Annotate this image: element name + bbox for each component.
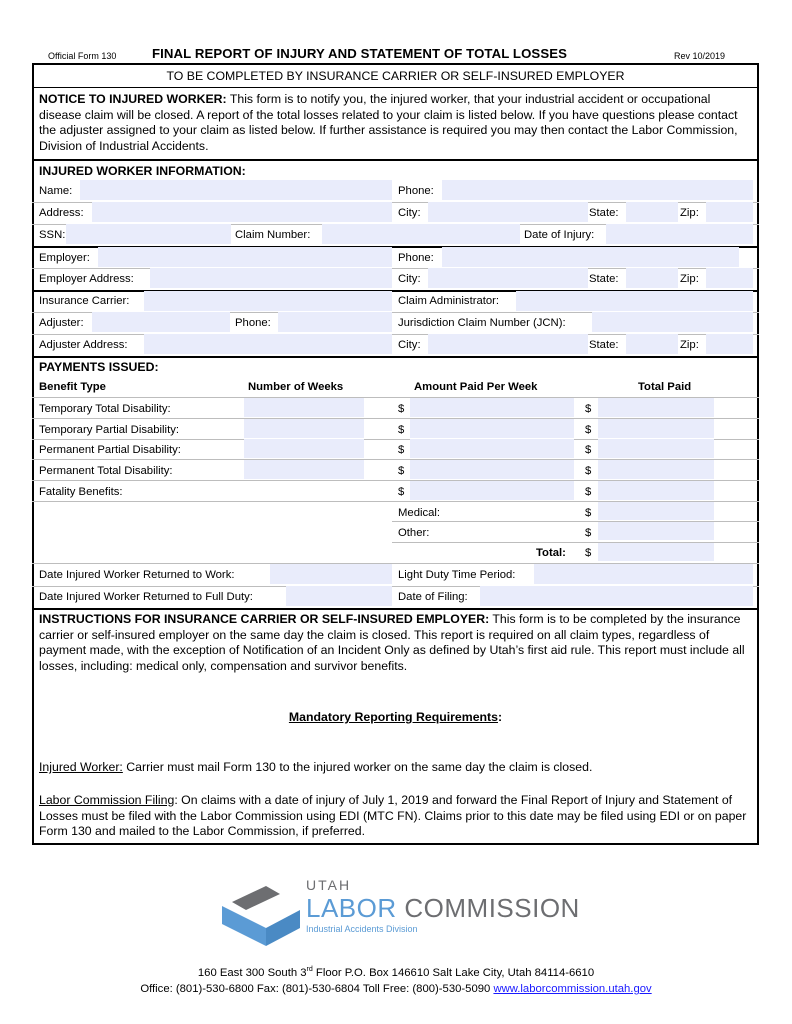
currency-symbol: $ [585, 444, 592, 456]
amount-per-week-field[interactable] [410, 460, 574, 479]
footer-address [0, 966, 792, 979]
employer-state-label: State: [589, 273, 619, 285]
logo-division: Industrial Accidents Division [306, 924, 418, 934]
notice-heading: NOTICE TO INJURED WORKER: [39, 92, 227, 106]
logo-word-labor: LABOR [306, 893, 397, 923]
footer-contact [0, 983, 792, 995]
worker-phone-label: Phone: [398, 185, 434, 197]
number-of-weeks-header: Number of Weeks [248, 381, 344, 393]
form-revision: Rev 10/2019 [674, 51, 726, 61]
other-label: Other: [398, 527, 430, 539]
currency-symbol: $ [398, 486, 405, 498]
adjuster-city-label: City: [398, 339, 421, 351]
labor-commission-logo [222, 878, 582, 948]
worker-state-label: State: [589, 207, 619, 219]
payments-heading: PAYMENTS ISSUED: [39, 360, 159, 374]
adjuster-label: Adjuster: [39, 317, 84, 329]
worker-city-field[interactable] [428, 202, 588, 222]
date-of-filing-label: Date of Filing: [398, 591, 468, 603]
form-title: FINAL REPORT OF INJURY AND STATEMENT OF TOTAL LOSSES [152, 46, 568, 61]
light-duty-field[interactable] [534, 564, 753, 584]
total-paid-field[interactable] [598, 398, 714, 417]
insurance-carrier-field[interactable] [144, 291, 392, 311]
currency-symbol: $ [585, 527, 592, 539]
form-number: Official Form 130 [48, 51, 117, 61]
footer-address-pre: 160 East 300 South 3 [197, 966, 307, 979]
worker-address-label: Address: [39, 207, 84, 219]
currency-symbol: $ [585, 547, 592, 559]
worker-address-field[interactable] [92, 202, 392, 222]
adjuster-state-label: State: [589, 339, 619, 351]
adjuster-zip-field[interactable] [706, 334, 753, 354]
instructions-paragraph [39, 612, 749, 674]
worker-name-label: Name: [39, 185, 73, 197]
injured-worker-requirement-label: Injured Worker: [39, 760, 123, 774]
employer-phone-field[interactable] [442, 247, 739, 267]
insurance-carrier-label: Insurance Carrier: [39, 295, 130, 307]
currency-symbol: $ [585, 465, 592, 477]
currency-symbol: $ [585, 507, 592, 519]
adjuster-state-field[interactable] [626, 334, 678, 354]
logo-emblem-icon [222, 884, 302, 948]
worker-city-label: City: [398, 207, 421, 219]
adjuster-address-field[interactable] [144, 334, 392, 354]
currency-symbol: $ [398, 424, 405, 436]
benefit-type-label: Permanent Total Disability: [39, 465, 173, 477]
form-subtitle: TO BE COMPLETED BY INSURANCE CARRIER OR SELF-INSURED EMPLOYER [166, 69, 625, 83]
worker-name-field[interactable] [80, 180, 392, 200]
total-paid-header: Total Paid [638, 381, 692, 393]
weeks-field[interactable] [244, 460, 364, 479]
adjuster-city-field[interactable] [428, 334, 588, 354]
mandatory-heading-colon: : [497, 710, 503, 724]
grand-total-field[interactable] [598, 543, 714, 561]
adjuster-address-label: Adjuster Address: [39, 339, 128, 351]
ssn-field[interactable] [66, 224, 231, 244]
date-of-injury-label: Date of Injury: [524, 229, 595, 241]
amount-per-week-field[interactable] [410, 419, 574, 438]
amount-per-week-field[interactable] [410, 439, 574, 458]
total-paid-field[interactable] [598, 419, 714, 438]
medical-total-field[interactable] [598, 502, 714, 520]
adjuster-field[interactable] [92, 312, 230, 332]
employer-city-field[interactable] [428, 268, 588, 288]
labor-commission-filing-text: : On claims with a date of injury of July 1, 2019 and forward the Final Report of Injury and Statement of Losses must be filed with the Labor Commission using EDI (MTC FN). Claims prior to this date may be filed using EDI or on paper Form 130 and mailed to the Labor Commission, if preferred. [39, 793, 747, 839]
employer-label: Employer: [39, 252, 90, 264]
weeks-field[interactable] [244, 439, 364, 458]
divider [32, 356, 759, 358]
ssn-label: SSN: [39, 229, 66, 241]
benefit-type-label: Permanent Partial Disability: [39, 444, 181, 456]
notice-body: This form is to notify you, the injured worker, that your industrial accident or occupational disease claim will be closed. A report of the total losses related to your claim is listed below. If you have questions please contact the adjuster assigned to your claim as listed below. If further assistance is required you may then contact the Labor Commission, Division of Industrial Accidents. [39, 92, 738, 153]
labor-commission-filing [39, 793, 749, 840]
claim-number-field[interactable] [322, 224, 520, 244]
benefit-type-label: Temporary Total Disability: [39, 403, 171, 415]
total-paid-field[interactable] [598, 481, 714, 500]
medical-label: Medical: [398, 507, 441, 519]
footer-address-post: Floor P.O. Box 146610 Salt Lake City, Utah 84114-6610 [312, 966, 595, 979]
website-link[interactable]: www.laborcommission.utah.gov [493, 983, 652, 995]
jcn-label: Jurisdiction Claim Number (JCN): [398, 317, 566, 329]
benefit-type-header: Benefit Type [39, 381, 106, 393]
footer-contact-text: Office: (801)-530-6800 Fax: (801)-530-6804 Toll Free: (800)-530-5090 [140, 983, 494, 995]
currency-symbol: $ [398, 465, 405, 477]
instructions-heading: INSTRUCTIONS FOR INSURANCE CARRIER OR SELF-INSURED EMPLOYER: [39, 612, 490, 626]
total-paid-field[interactable] [598, 460, 714, 479]
other-total-field[interactable] [598, 522, 714, 540]
employer-city-label: City: [398, 273, 421, 285]
returned-full-duty-field[interactable] [286, 586, 392, 606]
worker-zip-label: Zip: [680, 207, 699, 219]
amount-per-week-field[interactable] [410, 481, 574, 500]
returned-to-work-field[interactable] [270, 564, 392, 584]
employer-address-field[interactable] [150, 268, 392, 288]
labor-commission-filing-label: Labor Commission Filing [39, 793, 175, 807]
benefit-type-label: Fatality Benefits: [39, 486, 123, 498]
jcn-field[interactable] [592, 312, 753, 332]
currency-symbol: $ [585, 424, 592, 436]
logo-wordmark [306, 895, 580, 921]
adjuster-phone-field[interactable] [278, 312, 392, 332]
footer-address-sup: rd [306, 966, 313, 973]
amount-per-week-field[interactable] [410, 398, 574, 417]
total-paid-field[interactable] [598, 439, 714, 458]
claim-administrator-field[interactable] [516, 291, 753, 311]
employer-field[interactable] [98, 247, 392, 267]
returned-full-duty-label: Date Injured Worker Returned to Full Duty: [39, 591, 253, 603]
divider [32, 87, 759, 88]
employer-state-field[interactable] [626, 268, 678, 288]
currency-symbol: $ [585, 403, 592, 415]
weeks-field[interactable] [244, 419, 364, 438]
employer-zip-field[interactable] [706, 268, 753, 288]
returned-to-work-label: Date Injured Worker Returned to Work: [39, 569, 235, 581]
injured-worker-requirement-text: Carrier must mail Form 130 to the injured worker on the same day the claim is closed. [122, 760, 593, 774]
logo-state: UTAH [306, 877, 352, 893]
benefit-type-label: Temporary Partial Disability: [39, 424, 179, 436]
injured-worker-requirement [39, 760, 749, 776]
light-duty-label: Light Duty Time Period: [398, 569, 516, 581]
mandatory-heading [32, 711, 759, 723]
total-label: Total: [536, 547, 566, 559]
worker-info-heading: INJURED WORKER INFORMATION: [39, 164, 246, 178]
instructions-body: This form is to be completed by the insurance carrier or self-insured employer on the same day the claim is closed. This report is required on all claim types, regardless of payment made, with the exception of Notification of an Incident Only as defined by Utah’s first aid rule. This report must include all losses, including: medical only, compensation and survivor benefits. [39, 612, 745, 673]
worker-zip-field[interactable] [706, 202, 753, 222]
logo-word-commission: COMMISSION [404, 893, 580, 923]
employer-phone-label: Phone: [398, 252, 434, 264]
claim-number-label: Claim Number: [235, 229, 311, 241]
employer-zip-label: Zip: [680, 273, 699, 285]
weeks-field[interactable] [244, 398, 364, 417]
date-of-injury-field[interactable] [606, 224, 753, 244]
worker-phone-field[interactable] [442, 180, 753, 200]
adjuster-phone-label: Phone: [235, 317, 271, 329]
divider [32, 608, 759, 610]
currency-symbol: $ [398, 444, 405, 456]
notice-paragraph [39, 92, 749, 154]
currency-symbol: $ [398, 403, 405, 415]
worker-state-field[interactable] [626, 202, 678, 222]
currency-symbol: $ [585, 486, 592, 498]
adjuster-zip-label: Zip: [680, 339, 699, 351]
mandatory-heading-text: Mandatory Reporting Requirements [288, 710, 498, 724]
claim-administrator-label: Claim Administrator: [398, 295, 500, 307]
amount-per-week-header: Amount Paid Per Week [414, 381, 538, 393]
employer-address-label: Employer Address: [39, 273, 134, 285]
date-of-filing-field[interactable] [480, 586, 753, 606]
divider [32, 159, 759, 161]
